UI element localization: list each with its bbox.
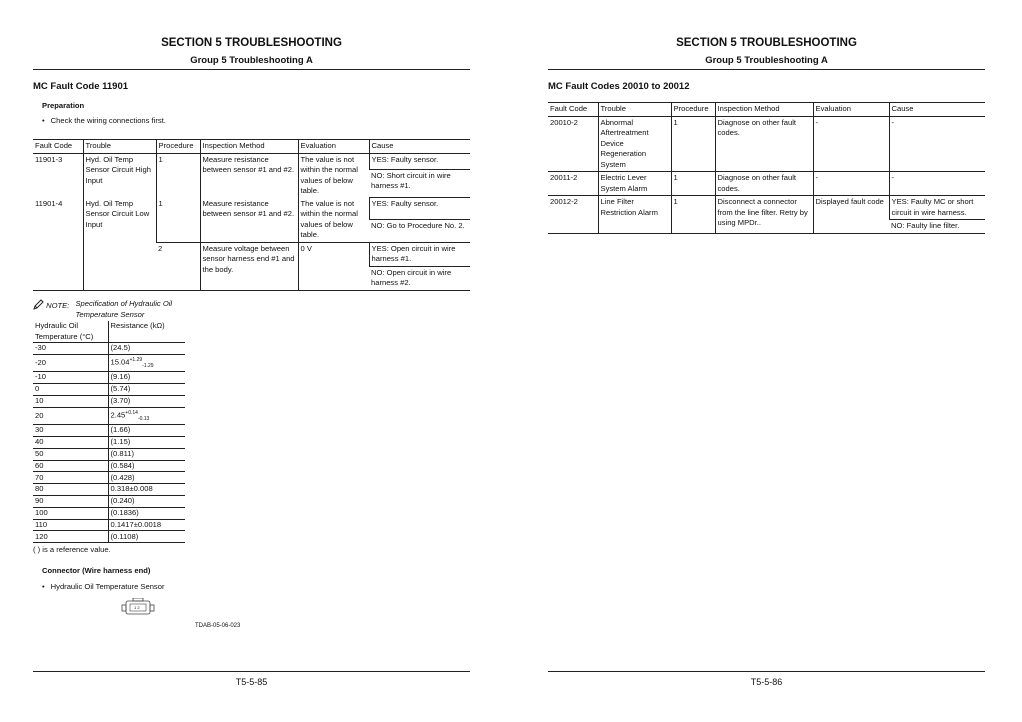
- section-title: SECTION 5 TROUBLESHOOTING: [161, 37, 342, 49]
- cell-inspection: Measure resistance between sensor #1 and #2.: [200, 153, 298, 198]
- col-header-fault-code: Fault Code: [548, 103, 598, 117]
- cell-resistance: (0.811): [108, 448, 185, 460]
- cell-temperature: 120: [33, 531, 108, 543]
- cell-evaluation: The value is not within the normal values of below table.: [298, 198, 369, 243]
- cell-evaluation: -: [813, 116, 889, 172]
- cell-resistance: (0.1108): [108, 531, 185, 543]
- cell-temperature: 10: [33, 395, 108, 407]
- cell-resistance: (0.584): [108, 460, 185, 472]
- cell-cause-no: NO: Short circuit in wire harness #1.: [369, 169, 470, 197]
- cell-procedure: 1: [156, 198, 200, 243]
- cell-evaluation: Displayed fault code: [813, 196, 889, 234]
- table-row: [33, 153, 470, 169]
- resistance-row: [33, 484, 185, 496]
- col-header-evaluation: Evaluation: [813, 103, 889, 117]
- connector-heading: Connector (Wire harness end): [42, 566, 151, 575]
- cell-inspection: Diagnose on other fault codes.: [715, 172, 813, 196]
- cell-cause-yes: YES: Faulty sensor.: [369, 153, 470, 169]
- cell-procedure: 1: [671, 116, 715, 172]
- cell-temperature: -10: [33, 372, 108, 384]
- cell-temperature: -20: [33, 354, 108, 372]
- cell-resistance: 0.318±0.008: [108, 484, 185, 496]
- cell-cause-no: NO: Go to Procedure No. 2.: [369, 220, 470, 242]
- cell-inspection: Diagnose on other fault codes.: [715, 116, 813, 172]
- cell-temperature: 90: [33, 496, 108, 508]
- connector-icon: [121, 598, 155, 623]
- note: [33, 299, 215, 320]
- resistance-header-row: [33, 321, 185, 343]
- cell-fault-code: 11901-4: [33, 198, 83, 291]
- col-header-procedure: Procedure: [671, 103, 715, 117]
- cell-temperature: 100: [33, 507, 108, 519]
- right-page: [548, 0, 985, 722]
- cell-temperature: -30: [33, 343, 108, 355]
- col-header-trouble: Trouble: [598, 103, 671, 117]
- cell-fault-code: 11901-3: [35, 154, 63, 164]
- cell-fault-code: 20012-2: [548, 196, 598, 234]
- resistance-row: [33, 372, 185, 384]
- cell-temperature: 0: [33, 384, 108, 396]
- cell-procedure: 2: [156, 242, 200, 290]
- figure-id: TDAB-05-06-023: [195, 623, 241, 629]
- cell-resistance: $2.45^{+0.14}_{-0.13}$: [108, 407, 185, 425]
- cell-resistance: (1.66): [108, 425, 185, 437]
- cell-temperature: 30: [33, 425, 108, 437]
- footer-divider: [548, 671, 985, 672]
- fault-table-11901: [33, 139, 470, 291]
- cell-cause-yes: YES: Faulty sensor.: [369, 198, 470, 220]
- group-title: Group 5 Troubleshooting A: [190, 55, 313, 66]
- cell-cause-no: NO: Faulty line filter.: [889, 220, 985, 234]
- col-header-inspection: Inspection Method: [715, 103, 813, 117]
- resistance-table: [33, 321, 185, 543]
- connector-pins: 1 2: [134, 605, 140, 610]
- cell-trouble: Electric Lever System Alarm: [598, 172, 671, 196]
- cell-temperature: 70: [33, 472, 108, 484]
- group-title: Group 5 Troubleshooting A: [705, 55, 828, 66]
- cell-temperature: 110: [33, 519, 108, 531]
- cell-fault-code: 20011-2: [548, 172, 598, 196]
- fault-table-20010-20012: [548, 102, 985, 234]
- resistance-row: [33, 384, 185, 396]
- cell-temperature: 80: [33, 484, 108, 496]
- cell-procedure: 1: [156, 153, 200, 198]
- table-row: [548, 172, 985, 196]
- page-number: T5-5-86: [750, 677, 783, 687]
- col-header-fault-code: Fault Code: [33, 140, 83, 154]
- cell-resistance: (24.5): [108, 343, 185, 355]
- cell-resistance: (1.15): [108, 437, 185, 449]
- resistance-row: [33, 507, 185, 519]
- cell-temperature: 60: [33, 460, 108, 472]
- cell-resistance: (0.1836): [108, 507, 185, 519]
- col-header-temperature: Hydraulic Oil Temperature (°C): [33, 321, 108, 343]
- cell-procedure: 1: [671, 172, 715, 196]
- resistance-row: [33, 354, 185, 372]
- cell-resistance: (9.16): [108, 372, 185, 384]
- cell-inspection: Measure resistance between sensor #1 and #2.: [200, 198, 298, 243]
- cell-temperature: 50: [33, 448, 108, 460]
- resistance-row: [33, 395, 185, 407]
- cell-temperature: 20: [33, 407, 108, 425]
- page-number: T5-5-85: [235, 677, 268, 687]
- pencil-icon: [33, 299, 44, 314]
- col-header-cause: Cause: [889, 103, 985, 117]
- cell-cause-yes: YES: Open circuit in wire harness #1.: [369, 242, 470, 266]
- cell-trouble: Line Filter Restriction Alarm: [598, 196, 671, 234]
- cell-evaluation: 0 V: [298, 242, 369, 290]
- cell-trouble: Hyd. Oil Temp Sensor Circuit High Input: [83, 153, 156, 198]
- resistance-row: [33, 343, 185, 355]
- table-header-row: [548, 103, 985, 117]
- resistance-row: [33, 437, 185, 449]
- table-header-row: [33, 140, 470, 154]
- cell-trouble: Abnormal Aftertreatment Device Regeneration System: [598, 116, 671, 172]
- resistance-row: [33, 460, 185, 472]
- header-divider: [33, 69, 470, 70]
- cell-evaluation: -: [813, 172, 889, 196]
- cell-cause-yes: YES: Faulty MC or short circuit in wire harness.: [889, 196, 985, 220]
- note-text: Specification of Hydraulic Oil Temperature Sensor: [75, 299, 173, 319]
- table-row: [548, 196, 985, 220]
- left-page: [33, 0, 470, 722]
- cell-evaluation: The value is not within the normal values of below table.: [298, 153, 369, 198]
- resistance-row: [33, 531, 185, 543]
- cell-inspection: Disconnect a connector from the line filter. Retry by using MPDr..: [715, 196, 813, 234]
- cell-fault-code: 20010-2: [548, 116, 598, 172]
- cell-temperature: 40: [33, 437, 108, 449]
- resistance-row: [33, 472, 185, 484]
- resistance-row: [33, 425, 185, 437]
- footer-divider: [33, 671, 470, 672]
- connector-bullet: • Hydraulic Oil Temperature Sensor: [42, 582, 165, 591]
- fault-code-title: MC Fault Code 11901: [33, 81, 129, 92]
- header-divider: [548, 69, 985, 70]
- cell-trouble: Hyd. Oil Temp Sensor Circuit Low Input: [83, 198, 156, 291]
- resistance-row: [33, 519, 185, 531]
- cell-resistance: (3.70): [108, 395, 185, 407]
- cell-inspection: Measure voltage between sensor harness end #1 and the body.: [200, 242, 298, 290]
- note-label: NOTE:: [46, 301, 70, 310]
- cell-cause: -: [889, 172, 985, 196]
- col-header-trouble: Trouble: [83, 140, 156, 154]
- resistance-row: [33, 448, 185, 460]
- cell-cause: -: [889, 116, 985, 172]
- cell-resistance: (0.428): [108, 472, 185, 484]
- fault-code-title: MC Fault Codes 20010 to 20012: [548, 81, 690, 92]
- cell-resistance: 0.1417±0.0018: [108, 519, 185, 531]
- preparation-heading: Preparation: [42, 101, 85, 110]
- col-header-procedure: Procedure: [156, 140, 200, 154]
- col-header-evaluation: Evaluation: [298, 140, 369, 154]
- table-row: [548, 116, 985, 172]
- col-header-resistance: Resistance (kΩ): [108, 321, 185, 343]
- section-title: SECTION 5 TROUBLESHOOTING: [676, 37, 857, 49]
- col-header-cause: Cause: [369, 140, 470, 154]
- cell-resistance: (0.240): [108, 496, 185, 508]
- cell-resistance: (5.74): [108, 384, 185, 396]
- reference-note: ( ) is a reference value.: [33, 545, 111, 554]
- preparation-bullet: • Check the wiring connections first.: [42, 116, 166, 125]
- cell-cause-no: NO: Open circuit in wire harness #2.: [369, 266, 470, 290]
- table-row: [33, 198, 470, 220]
- resistance-row: [33, 407, 185, 425]
- cell-resistance: $15.04^{+1.29}_{-1.29}$: [108, 354, 185, 372]
- col-header-inspection: Inspection Method: [200, 140, 298, 154]
- cell-procedure: 1: [671, 196, 715, 234]
- resistance-row: [33, 496, 185, 508]
